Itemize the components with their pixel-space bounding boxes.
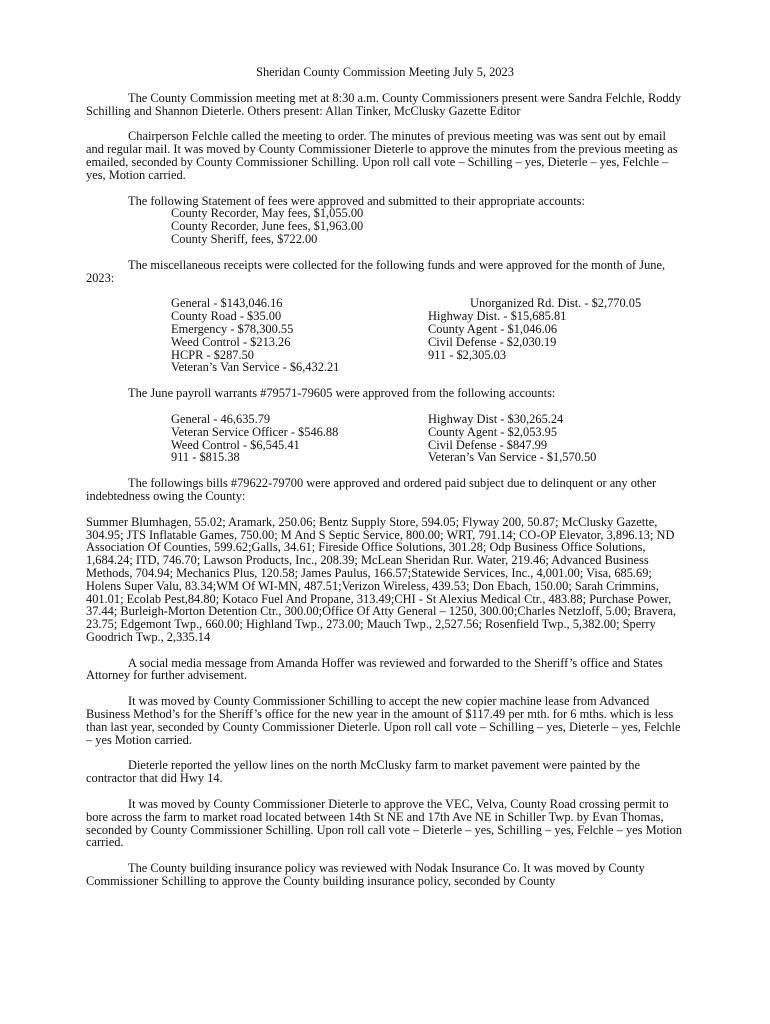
call-to-order-paragraph: Chairperson Felchle called the meeting to order. The minutes of previous meeting was was sent out by email and regular mail. It was moved by County Commissioner Dieterle to approve the minutes from the previous meeting as emailed, seconded by County Commissioner Schilling. Upon roll call vote – Schilling – yes, Dieterle – yes, Felchle – yes, Motion carried. [86,129,678,182]
payroll-right-column [428,413,684,464]
list-item: Civil Defense - $2,030.19 [428,334,557,349]
list-item: Highway Dist. - $15,685.81 [428,309,567,324]
list-item: County Recorder, June fees, $1,963.00 [171,219,364,234]
page-title: Sheridan County Commission Meeting July 5, 2023 [256,65,514,79]
social-media-paragraph: A social media message from Amanda Hoffer was reviewed and forwarded to the Sheriff’s office and States Attorney for further advisement. [86,655,663,683]
bills-intro: The followings bills #79622-79700 were approved and ordered paid subject due to delinquent or any other indebtedness owing the County: [86,476,657,503]
list-item: County Agent - $2,053.95 [428,424,558,439]
payroll-left-column [171,413,428,464]
insurance-paragraph: The County building insurance policy was reviewed with Nodak Insurance Co. It was moved by County Commissioner Schilling to approve the County building insurance policy, seconded by County [86,861,645,889]
list-item: General - 46,635.79 [171,411,271,426]
list-item: Civil Defense - $847.99 [428,437,548,452]
list-item: General - $143,046.16 [171,296,283,311]
bills-list: Summer Blumhagen, 55.02; Aramark, 250.06; Bentz Supply Store, 594.05; Flyway 200, 50.87; McClusky Gazette, 304.95; JTS Inflatable Games, 750.00; M And S Septic Service, 800.00; WRT, 791.14; CO-OP Elevator, 3,896.13; ND Association Of Counties, 599.62;Galls, 34.61; Fireside Office Solutions, 301.28; Odp Business Office Solutions, 1,684.24; ITD, 746.70; Lawson Products, Inc., 208.39; McLean Sheridan Rur. Water, 219.46; Advanced Business Methods, 704.94; Mechanics Plus, 120.58; James Paulus, 166.57;Statewide Services, Inc., 4,001.00; Visa, 685.69; Holens Super Valu, 83.34;WM Of WI-MN, 487.51;Verizon Wireless, 439.53; Don Ebach, 150.00; Sarah Crimmins, 401.01; Ecolab Pest,84.80; Kotaco Fuel And Propane, 313.49;CHI - St Alexius Medical Ctr., 483.88; Purchase Power, 37.44; Burleigh-Morton Detention Ctr., 300.00;Office Of Atty General – 1250, 300.00;Charles Netzloff, 5.00; Bravera, 23.75; Edgemont Twp., 660.00; Highland Twp., 273.00; Mauch Twp., 2,527.56; Rosenfield Twp., 5,382.00; Sperry Goodrich Twp., 2,335.14 [86,514,677,644]
list-item: 911 - $815.38 [171,450,240,465]
copier-lease-paragraph: It was moved by County Commissioner Schilling to accept the new copier machine lease from Advanced Business Method’s for the Sheriff’s office for the new year in the amount of $117.49 per mth. for 6 mths. which is less than last year, seconded by County Commissioner Dieterle. Upon roll call vote – Schilling – yes, Dieterle – yes, Felchle – yes Motion carried. [86,694,681,747]
list-item: 911 - $2,305.03 [428,347,507,362]
list-item: Veteran Service Officer - $546.88 [171,424,339,439]
misc-receipts-intro: The miscellaneous receipts were collected for the following funds and were approved for the month of June, 2023: [86,257,666,285]
attendance-paragraph: The County Commission meeting met at 8:30 a.m. County Commissioners present were Sandra Felchle, Roddy Schilling and Shannon Dieterle. Others present: Allan Tinker, McClusky Gazette Editor [86,90,682,118]
list-item: County Recorder, May fees, $1,055.00 [171,206,364,221]
list-item: Veteran’s Van Service - $1,570.50 [428,450,597,465]
fees-intro: The following Statement of fees were approved and submitted to their appropriate accounts: [128,193,585,208]
payroll-table [171,413,684,464]
list-item: Emergency - $78,300.55 [171,321,294,336]
list-item: Veteran’s Van Service - $6,432.21 [171,360,340,375]
vec-permit-paragraph: It was moved by County Commissioner Dieterle to approve the VEC, Velva, County Road crossing permit to bore across the farm to market road located between 14th St NE and 17th Ave NE in Schiller Twp. by Evan Thomas, seconded by County Commissioner Schilling. Upon roll call vote – Dieterle – yes, Schilling – yes, Felchle – yes Motion carried. [86,797,683,850]
yellow-lines-paragraph: Dieterle reported the yellow lines on the north McClusky farm to market pavement were painted by the contractor that did Hwy 14. [86,758,640,786]
misc-receipts-right-column [428,297,684,374]
document-page [86,66,684,901]
list-item: Unorganized Rd. Dist. - $2,770.05 [470,296,642,311]
list-item: Weed Control - $6,545.41 [171,437,300,452]
list-item: County Road - $35.00 [171,309,282,324]
list-item: County Agent - $1,046.06 [428,321,558,336]
payroll-intro: The June payroll warrants #79571-79605 were approved from the following accounts: [128,386,556,401]
misc-receipts-left-column [171,297,428,374]
list-item: Highway Dist - $30,265.24 [428,411,564,426]
list-item: HCPR - $287.50 [171,347,254,362]
fees-list [171,207,684,245]
list-item: County Sheriff, fees, $722.00 [171,231,318,246]
misc-receipts-table [171,297,684,374]
list-item: Weed Control - $213.26 [171,334,291,349]
